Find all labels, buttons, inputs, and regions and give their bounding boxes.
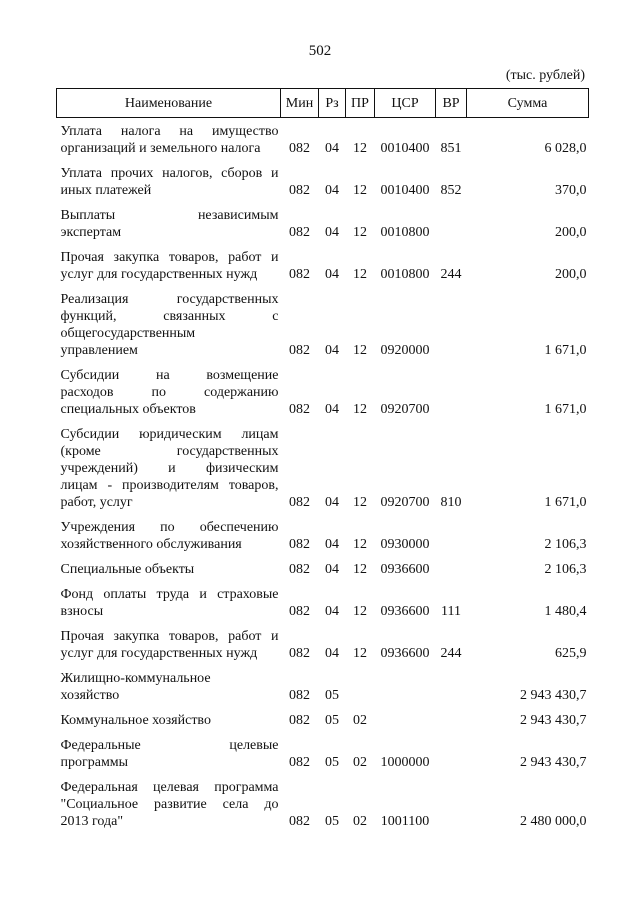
cell-name-line: услуг для государственных нужд — [60, 646, 258, 661]
cell-vr: 852 — [440, 183, 462, 198]
cell-name-line: 2013 года" — [60, 814, 124, 829]
cell-csr: 0920000 — [380, 343, 430, 358]
cell-name-line: расходов по содержанию — [60, 385, 279, 400]
cell-name — [57, 157, 281, 199]
table-row — [57, 199, 589, 241]
cell-min: 082 — [289, 562, 310, 577]
cell-sum: 2 106,3 — [544, 562, 587, 577]
cell-name-line: (кроме государственных — [60, 444, 279, 459]
cell-name-line: услуг для государственных нужд — [60, 267, 258, 282]
cell-csr: 0920700 — [380, 495, 430, 510]
header-sum: Сумма — [467, 89, 589, 118]
cell-name-line: хозяйство — [60, 688, 120, 703]
cell-name-line: экспертам — [60, 225, 122, 240]
cell-pr: 12 — [353, 267, 367, 282]
cell-min: 082 — [289, 343, 310, 358]
cell-vr: 244 — [440, 267, 462, 282]
cell-name — [57, 241, 281, 283]
cell-name — [57, 662, 281, 704]
cell-vr: 244 — [440, 646, 462, 661]
cell-sum: 2 943 430,7 — [520, 688, 587, 703]
cell-csr — [375, 704, 436, 729]
cell-sum: 2 480 000,0 — [520, 814, 587, 829]
cell-name-line: Специальные объекты — [60, 562, 195, 577]
cell-rz: 04 — [325, 267, 339, 282]
cell-pr: 12 — [353, 225, 367, 240]
cell-sum: 1 671,0 — [544, 402, 587, 417]
cell-name — [57, 578, 281, 620]
cell-min: 082 — [289, 141, 310, 156]
table-row — [57, 118, 589, 158]
cell-name — [57, 620, 281, 662]
cell-name-line: "Социальное развитие села до — [60, 797, 279, 812]
cell-name-line: учреждений) и физическим — [60, 461, 279, 476]
cell-name — [57, 729, 281, 771]
cell-name-line: Прочая закупка товаров, работ и — [60, 629, 279, 644]
cell-vr — [436, 283, 467, 359]
cell-csr: 0936600 — [380, 646, 430, 661]
cell-min: 082 — [289, 183, 310, 198]
cell-sum: 1 480,4 — [544, 604, 587, 619]
cell-rz: 04 — [325, 562, 339, 577]
budget-table — [56, 88, 589, 830]
table-row — [57, 553, 589, 578]
cell-pr: 12 — [353, 537, 367, 552]
cell-min: 082 — [289, 402, 310, 417]
cell-name — [57, 359, 281, 418]
page-number: 502 — [308, 43, 332, 59]
cell-vr — [436, 359, 467, 418]
cell-name-line: работ, услуг — [60, 495, 133, 510]
cell-csr: 0010400 — [380, 183, 430, 198]
cell-name-line: Уплата налога на имущество — [60, 124, 279, 139]
cell-sum: 200,0 — [555, 225, 587, 240]
cell-vr — [436, 704, 467, 729]
cell-min: 082 — [289, 713, 310, 728]
table-row — [57, 418, 589, 511]
cell-name — [57, 199, 281, 241]
cell-rz: 04 — [325, 537, 339, 552]
cell-rz: 04 — [325, 604, 339, 619]
cell-name-line: организаций и земельного налога — [60, 141, 261, 156]
cell-rz: 04 — [325, 495, 339, 510]
cell-rz: 04 — [325, 646, 339, 661]
cell-min: 082 — [289, 755, 310, 770]
cell-name — [57, 553, 281, 578]
cell-name-line: общегосударственным — [60, 326, 196, 341]
cell-name-line: Субсидии на возмещение — [60, 368, 279, 383]
cell-rz: 04 — [325, 343, 339, 358]
cell-csr: 1000000 — [380, 755, 430, 770]
cell-name — [57, 418, 281, 511]
cell-name-line: Фонд оплаты труда и страховые — [60, 587, 279, 602]
cell-name-line: взносы — [60, 604, 104, 619]
cell-pr: 12 — [353, 183, 367, 198]
cell-csr: 0936600 — [380, 562, 430, 577]
cell-rz: 04 — [325, 183, 339, 198]
cell-name-line: иных платежей — [60, 183, 152, 198]
cell-pr: 12 — [353, 343, 367, 358]
cell-pr: 12 — [353, 604, 367, 619]
cell-vr: 810 — [440, 495, 462, 510]
table-header-row — [57, 89, 589, 118]
cell-rz: 04 — [325, 141, 339, 156]
cell-csr: 0010400 — [380, 141, 430, 156]
cell-csr: 0936600 — [380, 604, 430, 619]
table-row — [57, 359, 589, 418]
table-row — [57, 704, 589, 729]
table-row — [57, 578, 589, 620]
cell-sum: 625,9 — [555, 646, 587, 661]
cell-pr: 02 — [353, 814, 367, 829]
cell-name-line: специальных объектов — [60, 402, 196, 417]
header-vr: ВР — [436, 89, 467, 118]
cell-name-line: управлением — [60, 343, 138, 358]
cell-name-line: лицам - производителям товаров, — [60, 478, 279, 493]
table-row — [57, 157, 589, 199]
cell-vr — [436, 662, 467, 704]
cell-sum: 1 671,0 — [544, 495, 587, 510]
cell-name-line: Федеральные целевые — [60, 738, 279, 753]
cell-name-line: Коммунальное хозяйство — [60, 713, 211, 728]
table-row — [57, 283, 589, 359]
cell-sum: 6 028,0 — [544, 141, 587, 156]
cell-csr: 0010800 — [380, 267, 430, 282]
cell-pr — [346, 662, 375, 704]
table-row — [57, 511, 589, 553]
cell-name-line: Субсидии юридическим лицам — [60, 427, 279, 442]
cell-pr: 12 — [353, 495, 367, 510]
cell-name — [57, 771, 281, 830]
cell-pr: 02 — [353, 755, 367, 770]
cell-csr: 0920700 — [380, 402, 430, 417]
cell-name — [57, 704, 281, 729]
cell-sum: 2 943 430,7 — [520, 755, 587, 770]
table-row — [57, 662, 589, 704]
cell-rz: 05 — [325, 814, 339, 829]
cell-sum: 1 671,0 — [544, 343, 587, 358]
cell-name-line: Выплаты независимым — [60, 208, 279, 223]
cell-sum: 370,0 — [555, 183, 587, 198]
cell-name — [57, 283, 281, 359]
cell-vr — [436, 553, 467, 578]
header-csr: ЦСР — [375, 89, 436, 118]
cell-min: 082 — [289, 495, 310, 510]
cell-min: 082 — [289, 814, 310, 829]
cell-rz: 05 — [325, 688, 339, 703]
cell-csr: 1001100 — [380, 814, 430, 829]
cell-name-line: программы — [60, 755, 129, 770]
cell-pr: 12 — [353, 402, 367, 417]
cell-min: 082 — [289, 604, 310, 619]
table-row — [57, 241, 589, 283]
cell-name-line: Жилищно-коммунальное — [60, 671, 211, 686]
cell-vr — [436, 771, 467, 830]
cell-rz: 04 — [325, 402, 339, 417]
cell-name — [57, 511, 281, 553]
units-label: (тыс. рублей) — [505, 68, 585, 83]
cell-sum: 200,0 — [555, 267, 587, 282]
cell-name — [57, 118, 281, 158]
header-rz: Рз — [319, 89, 346, 118]
cell-min: 082 — [289, 688, 310, 703]
cell-pr: 02 — [353, 713, 367, 728]
cell-min: 082 — [289, 225, 310, 240]
cell-vr — [436, 199, 467, 241]
header-name: Наименование — [57, 89, 281, 118]
cell-name-line: Прочая закупка товаров, работ и — [60, 250, 279, 265]
cell-name-line: хозяйственного обслуживания — [60, 537, 242, 552]
cell-min: 082 — [289, 646, 310, 661]
cell-rz: 05 — [325, 713, 339, 728]
table-body — [57, 118, 589, 831]
cell-pr: 12 — [353, 141, 367, 156]
cell-pr: 12 — [353, 646, 367, 661]
cell-csr: 0010800 — [380, 225, 430, 240]
cell-min: 082 — [289, 537, 310, 552]
cell-name-line: Реализация государственных — [60, 292, 279, 307]
cell-sum: 2 106,3 — [544, 537, 587, 552]
cell-sum: 2 943 430,7 — [520, 713, 587, 728]
cell-vr — [436, 729, 467, 771]
header-min: Мин — [281, 89, 319, 118]
cell-csr — [375, 662, 436, 704]
cell-name-line: Учреждения по обеспечению — [60, 520, 279, 535]
cell-name-line: функций, связанных с — [60, 309, 279, 324]
cell-vr: 111 — [441, 604, 461, 619]
cell-csr: 0930000 — [380, 537, 430, 552]
cell-rz: 04 — [325, 225, 339, 240]
table-row — [57, 771, 589, 830]
cell-vr — [436, 511, 467, 553]
cell-pr: 12 — [353, 562, 367, 577]
cell-min: 082 — [289, 267, 310, 282]
cell-vr: 851 — [440, 141, 462, 156]
cell-rz: 05 — [325, 755, 339, 770]
cell-name-line: Федеральная целевая программа — [60, 780, 279, 795]
cell-name-line: Уплата прочих налогов, сборов и — [60, 166, 279, 181]
header-pr: ПР — [346, 89, 375, 118]
table-row — [57, 620, 589, 662]
table-row — [57, 729, 589, 771]
